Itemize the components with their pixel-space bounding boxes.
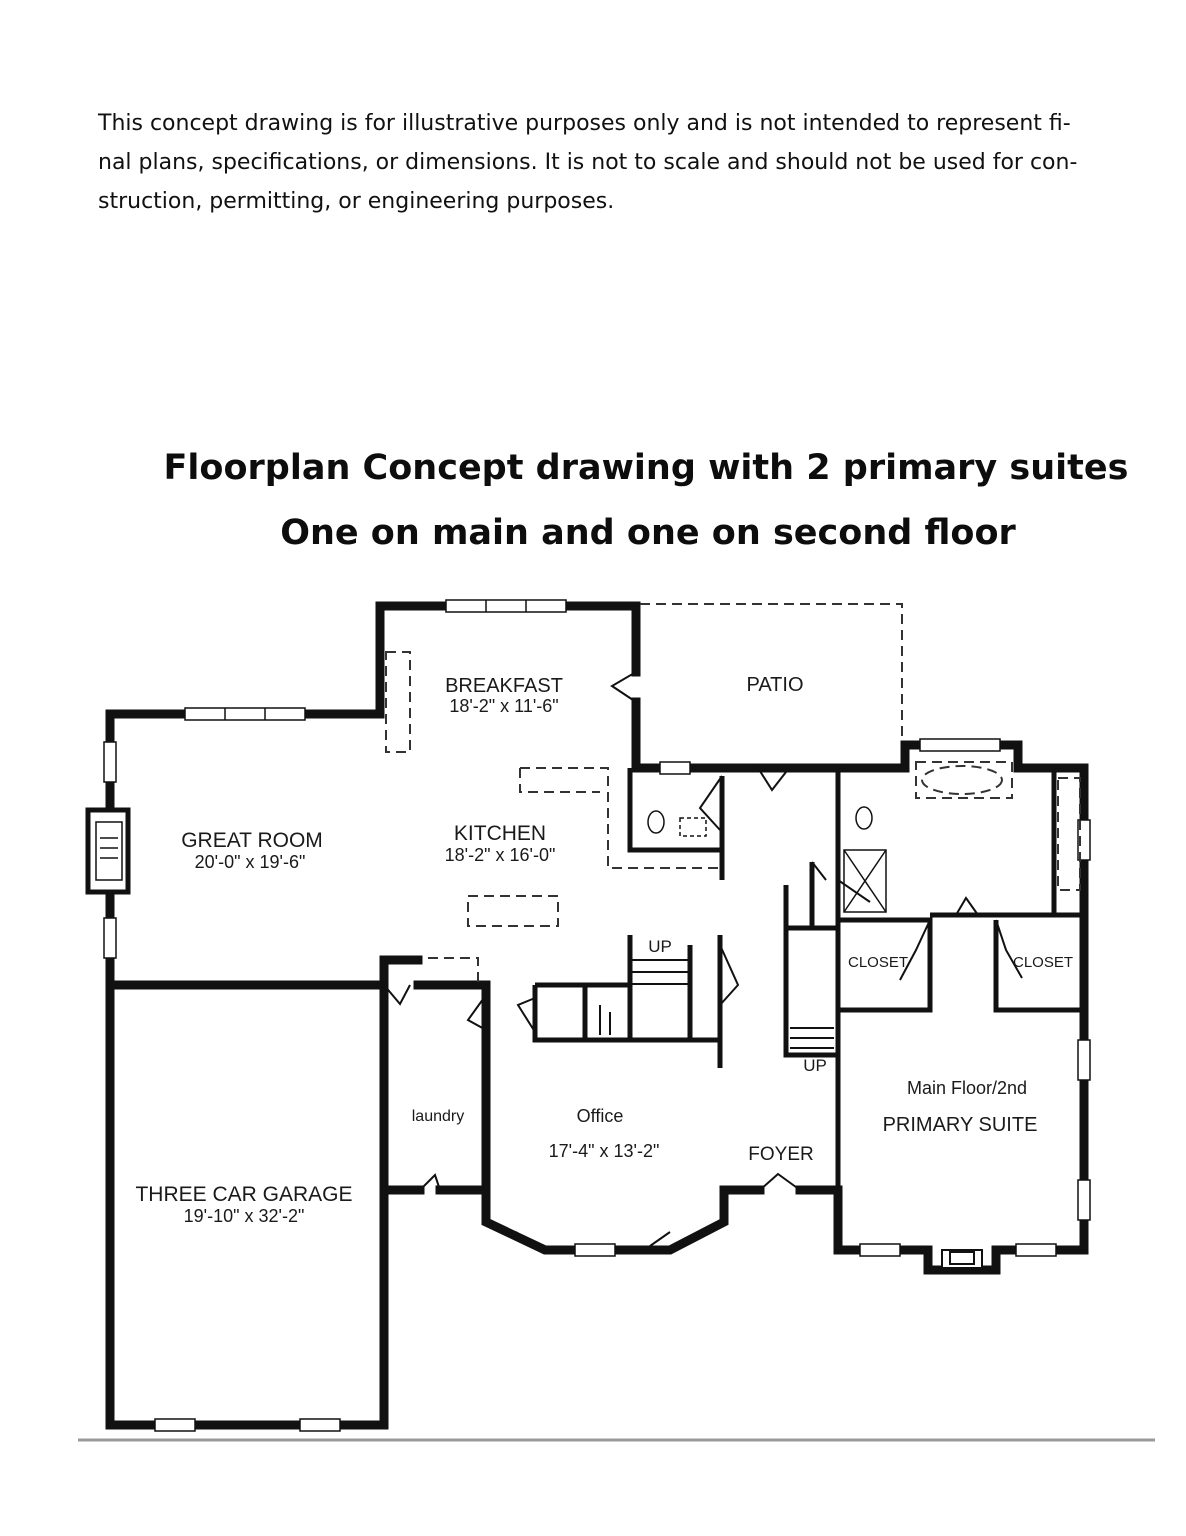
stair-up-upper: UP <box>648 937 672 956</box>
garage-dims: 19'-10" x 32'-2" <box>183 1206 305 1226</box>
exterior-walls <box>110 606 1084 1425</box>
kitchen-label: KITCHEN <box>453 822 547 845</box>
patio-label: PATIO <box>746 674 804 696</box>
great-room-dims: 20'-0" x 19'-6" <box>194 852 306 872</box>
disclaimer-line-3: struction, permitting, or engineering purposes. <box>98 189 615 214</box>
stair-up-lower: UP <box>803 1056 827 1075</box>
fixtures <box>648 807 886 912</box>
garage-label: THREE CAR GARAGE <box>135 1183 353 1206</box>
office-dims: 17'-4" x 13'-2" <box>548 1141 660 1161</box>
closet-left-label: CLOSET <box>847 954 909 971</box>
breakfast-label: BREAKFAST <box>445 675 563 697</box>
closet-right-label: CLOSET <box>1012 954 1074 971</box>
disclaimer-line-1: This concept drawing is for illustrative purposes only and is not intended to represent fi- <box>98 111 1071 136</box>
plan-title: Floorplan Concept drawing with 2 primary suites <box>163 448 1129 488</box>
laundry-label: laundry <box>411 1108 465 1125</box>
fireplace-icon <box>942 1250 982 1268</box>
primary-suite-subtitle: Main Floor/2nd <box>906 1078 1028 1098</box>
kitchen-dims: 18'-2" x 16'-0" <box>444 845 556 865</box>
breakfast-dims: 18'-2" x 11'-6" <box>449 696 559 716</box>
great-room-label: GREAT ROOM <box>181 829 323 852</box>
foyer-label: FOYER <box>748 1144 814 1165</box>
plan-subtitle: One on main and one on second floor <box>280 513 1016 553</box>
dashed-outlines <box>386 604 1080 984</box>
office-label: Office <box>576 1106 624 1126</box>
fireplace-icon <box>88 810 128 892</box>
doors <box>384 672 1022 1246</box>
primary-suite-label: PRIMARY SUITE <box>882 1114 1038 1136</box>
disclaimer-line-2: nal plans, specifications, or dimensions. It is not to scale and should not be used for con- <box>98 150 1078 175</box>
windows <box>104 600 1090 1431</box>
